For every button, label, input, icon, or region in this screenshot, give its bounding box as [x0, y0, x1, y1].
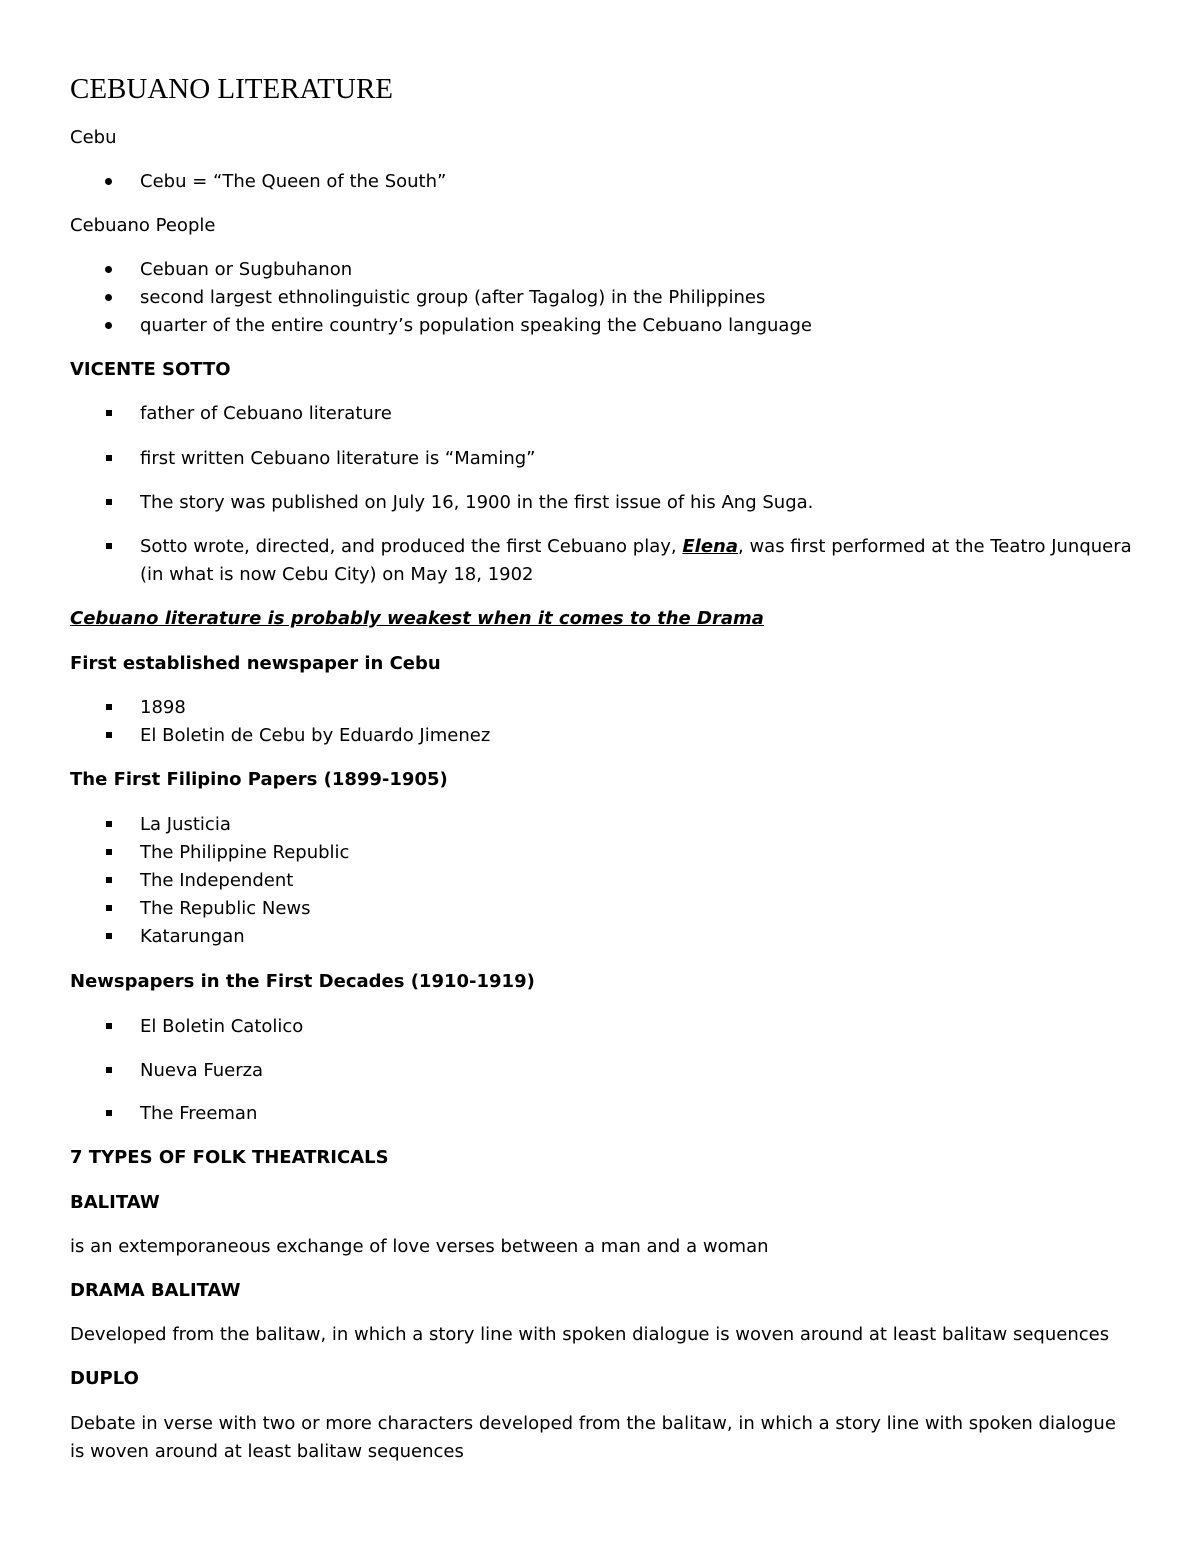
section-heading-first-newspaper: First established newspaper in Cebu: [70, 653, 441, 674]
list-item: Cebuan or Sugbuhanon: [140, 259, 353, 280]
duplo-text: Debate in verse with two or more characters developed from the balitaw, in which a story line with spoken dialogue is woven around at least balitaw sequences: [70, 1413, 1116, 1462]
bullet-square-icon: [106, 1023, 112, 1029]
section-heading-drama-balitaw: DRAMA BALITAW: [70, 1280, 241, 1301]
list-item: father of Cebuano literature: [140, 403, 392, 424]
bullet-square-icon: [106, 849, 112, 855]
section-heading-balitaw: BALITAW: [70, 1192, 160, 1213]
list-item: El Boletin Catolico: [140, 1016, 304, 1037]
balitaw-text: is an extemporaneous exchange of love verses between a man and a woman: [70, 1236, 769, 1257]
list-item: The Republic News: [140, 898, 311, 919]
list-item: Katarungan: [140, 926, 245, 947]
section-heading-folk: 7 TYPES OF FOLK THEATRICALS: [70, 1147, 389, 1168]
section-heading-people: Cebuano People: [70, 215, 216, 236]
bullet-dot-icon: [105, 178, 112, 185]
section-heading-decades: Newspapers in the First Decades (1910-1919): [70, 971, 535, 992]
list-item: The Philippine Republic: [140, 842, 350, 863]
list-item-play: [140, 533, 1140, 589]
drama-balitaw-text: Developed from the balitaw, in which a story line with spoken dialogue is woven around at least balitaw sequences: [70, 1324, 1110, 1345]
section-heading-duplo: DUPLO: [70, 1368, 139, 1389]
bullet-dot-icon: [105, 322, 112, 329]
list-item: La Justicia: [140, 814, 231, 835]
bullet-square-icon: [106, 1067, 112, 1073]
bullet-square-icon: [106, 905, 112, 911]
bullet-square-icon: [106, 543, 112, 549]
bullet-square-icon: [106, 877, 112, 883]
list-item: El Boletin de Cebu by Eduardo Jimenez: [140, 725, 491, 746]
list-item: Cebu = “The Queen of the South”: [140, 171, 447, 192]
bullet-square-icon: [106, 1110, 112, 1116]
section-heading-sotto: VICENTE SOTTO: [70, 359, 231, 380]
bullet-square-icon: [106, 704, 112, 710]
bullet-square-icon: [106, 499, 112, 505]
list-item: 1898: [140, 697, 186, 718]
bullet-square-icon: [106, 410, 112, 416]
document-title: CEBUANO LITERATURE: [70, 73, 394, 105]
bullet-square-icon: [106, 933, 112, 939]
section-heading-cebu: Cebu: [70, 127, 117, 148]
bullet-square-icon: [106, 455, 112, 461]
list-item: first written Cebuano literature is “Maming”: [140, 448, 536, 469]
play-title: Elena: [682, 536, 738, 557]
bullet-dot-icon: [105, 294, 112, 301]
play-text-after: , was first performed at the Teatro Junquera (in what is now Cebu City) on May 18, 1902: [140, 536, 1132, 585]
bullet-dot-icon: [105, 266, 112, 273]
section-heading-filipino-papers: The First Filipino Papers (1899-1905): [70, 769, 448, 790]
list-item: The story was published on July 16, 1900 in the first issue of his Ang Suga.: [140, 492, 814, 513]
bullet-square-icon: [106, 821, 112, 827]
bullet-square-icon: [106, 732, 112, 738]
list-item: second largest ethnolinguistic group (after Tagalog) in the Philippines: [140, 287, 766, 308]
list-item: Nueva Fuerza: [140, 1060, 264, 1081]
list-item: The Independent: [140, 870, 294, 891]
drama-note: Cebuano literature is probably weakest when it comes to the Drama: [70, 608, 764, 629]
list-item: quarter of the entire country’s population speaking the Cebuano language: [140, 315, 812, 336]
list-item: The Freeman: [140, 1103, 258, 1124]
play-text-before: Sotto wrote, directed, and produced the first Cebuano play,: [140, 536, 683, 557]
